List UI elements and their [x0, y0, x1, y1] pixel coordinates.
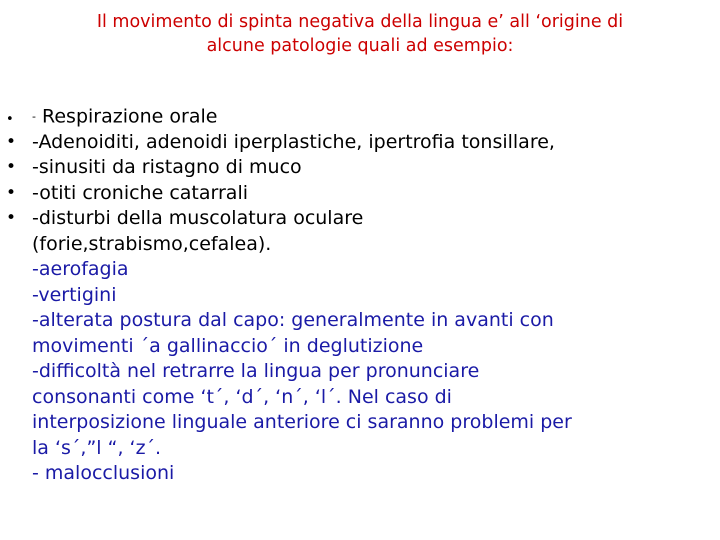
bullet-dash: -	[32, 110, 36, 123]
detail-line: interposizione linguale anteriore ci saranno problemi per	[32, 411, 572, 433]
bullet-text: -disturbi della muscolatura oculare	[32, 207, 364, 229]
title-line-2: alcune patologie quali ad esempio:	[206, 36, 514, 56]
detail-line: consonanti come ‘t´, ‘d´, ‘n´, ‘l´. Nel caso di	[32, 385, 452, 408]
bullet-icon: •	[6, 157, 17, 177]
bullet-text: -Adenoiditi, adenoidi iperplastiche, ipertrofia tonsillare,	[32, 130, 555, 153]
detail-line: -aerofagia	[32, 258, 129, 280]
bullet-text: -otiti croniche catarrali	[32, 181, 249, 204]
bullet-item	[0, 206, 720, 232]
bullet-item	[0, 104, 720, 130]
detail-line: -difficoltà nel retrarre la lingua per pronunciare	[32, 360, 480, 382]
slide-body	[0, 104, 720, 487]
bullet-icon: •	[6, 208, 17, 228]
bullet-text: -sinusiti da ristagno di muco	[32, 156, 302, 178]
bullet-icon: •	[6, 112, 14, 127]
detail-line: - malocclusioni	[32, 462, 175, 484]
bullet-icon: •	[6, 131, 17, 152]
detail-line: -vertigini	[32, 283, 117, 306]
bullet-item	[0, 181, 720, 207]
detail-line: movimenti ´a gallinaccio´ in deglutizione	[32, 334, 424, 357]
detail-line: la ‘s´,”l “, ‘z´.	[32, 436, 162, 459]
bullet-item	[0, 155, 720, 181]
bullet-icon: •	[6, 182, 17, 203]
bullet-item	[0, 130, 720, 156]
bullet-text: Respirazione orale	[35, 105, 218, 128]
continuation-line: (forie,strabismo,cefalea).	[32, 232, 272, 255]
title-line-1: Il movimento di spinta negativa della lingua e’ all ‘origine di	[96, 12, 624, 32]
slide-title	[0, 10, 720, 58]
detail-line: -alterata postura dal capo: generalmente in avanti con	[32, 309, 554, 331]
